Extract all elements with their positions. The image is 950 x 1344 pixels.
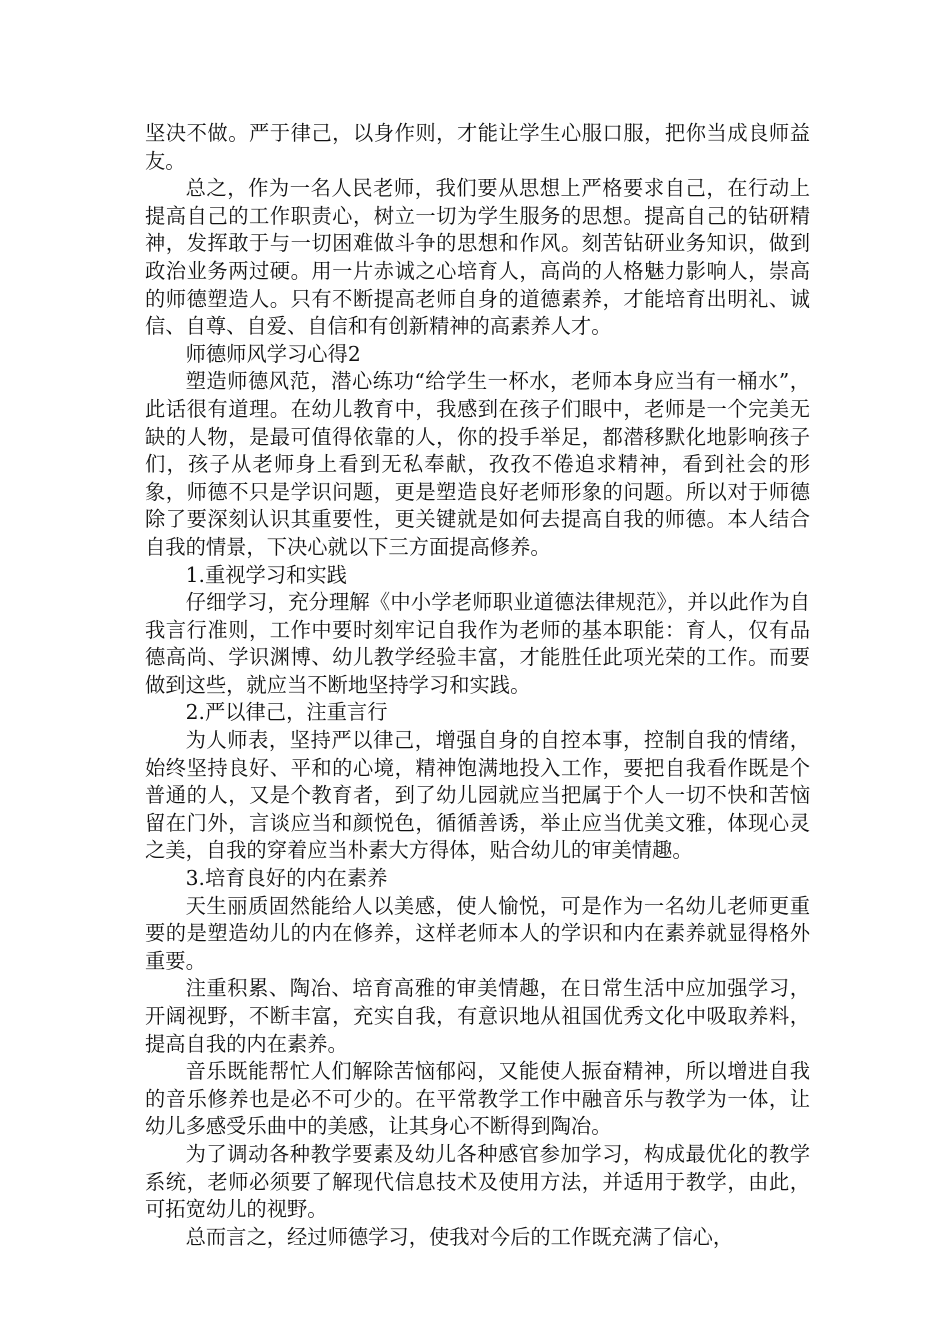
paragraph-section-2-intro: 塑造师德风范，潜心练功“给学生一杯水，老师本身应当有一桶水”，此话很有道理。在幼儿教育中，我感到在孩子们眼中，老师是一个完美无缺的人物，是最可值得依靠的人，你的投手举足，都潜移默化地影响孩子们，孩子从老师身上看到无私奉献，孜孜不倦追求精神，看到社会的形象，师德不只是学识问题，更是塑造良好老师形象的问题。所以对于师德除了要深刻认识其重要性，更关键就是如何去提高自我的师德。本人结合自我的情景，下决心就以下三方面提高修养。 (145, 369, 810, 559)
paragraph-aesthetic: 注重积累、陶冶、培育高雅的审美情趣，在日常生活中应加强学习，开阔视野，不断丰富，充实自我，有意识地从祖国优秀文化中吸取养料，提高自我的内在素养。 (145, 976, 810, 1056)
paragraph-music: 音乐既能帮忙人们解除苦恼郁闷，又能使人振奋精神，所以增进自我的音乐修养也是必不可少的。在平常教学工作中融音乐与教学为一体，让幼儿多感受乐曲中的美感，让其身心不断得到陶冶。 (145, 1059, 810, 1139)
paragraph-summary: 总之，作为一名人民老师，我们要从思想上严格要求自己，在行动上提高自己的工作职责心，树立一切为学生服务的思想。提高自己的钻研精神，发挥敢于与一切困难做斗争的思想和作风。刻苦钻研业务知识，做到政治业务两过硬。用一片赤诚之心培育人，高尚的人格魅力影响人，崇高的师德塑造人。只有不断提高老师自身的道德素养，才能培育出明礼、诚信、自尊、自爱、自信和有创新精神的高素养人才。 (145, 176, 810, 339)
subheading-3: 3.培育良好的内在素养 (185, 866, 388, 891)
section-heading-2: 师德师风学习心得2 (185, 341, 361, 366)
paragraph-self-discipline: 为人师表，坚持严以律己，增强自身的自控本事，控制自我的情绪，始终坚持良好、平和的心境，精神饱满地投入工作，要把自我看作既是个普通的人，又是个教育者，到了幼儿园就应当把属于个人一切不快和苦恼留在门外，言谈应当和颜悦色，循循善诱，举止应当优美文雅，体现心灵之美，自我的穿着应当朴素大方得体，贴合幼儿的审美情趣。 (145, 728, 810, 863)
paragraph-study-practice: 仔细学习，充分理解《中小学老师职业道德法律规范》，并以此作为自我言行准则，工作中要时刻牢记自我作为老师的基本职能：育人，仅有品德高尚、学识渊博、幼儿教学经验丰富，才能胜任此项光荣的工作。而要做到这些，就应当不断地坚持学习和实践。 (145, 590, 810, 697)
paragraph-inner-quality: 天生丽质固然能给人以美感，使人愉悦，可是作为一名幼儿老师更重要的是塑造幼儿的内在修养，这样老师本人的学识和内在素养就显得格外重要。 (145, 893, 810, 973)
paragraph-intro-continuation: 坚决不做。严于律己，以身作则，才能让学生心服口服，把你当成良师益友。 (145, 121, 810, 173)
subheading-1: 1.重视学习和实践 (185, 562, 347, 587)
paragraph-technology: 为了调动各种教学要素及幼儿各种感官参加学习，构成最优化的教学系统，老师必须要了解现代信息技术及使用方法，并适用于教学，由此，可拓宽幼儿的视野。 (145, 1141, 810, 1222)
paragraph-conclusion: 总而言之，经过师德学习，使我对今后的工作既充满了信心， (185, 1224, 734, 1249)
document-body (145, 120, 810, 1251)
subheading-2: 2.严以律己，注重言行 (185, 700, 388, 725)
